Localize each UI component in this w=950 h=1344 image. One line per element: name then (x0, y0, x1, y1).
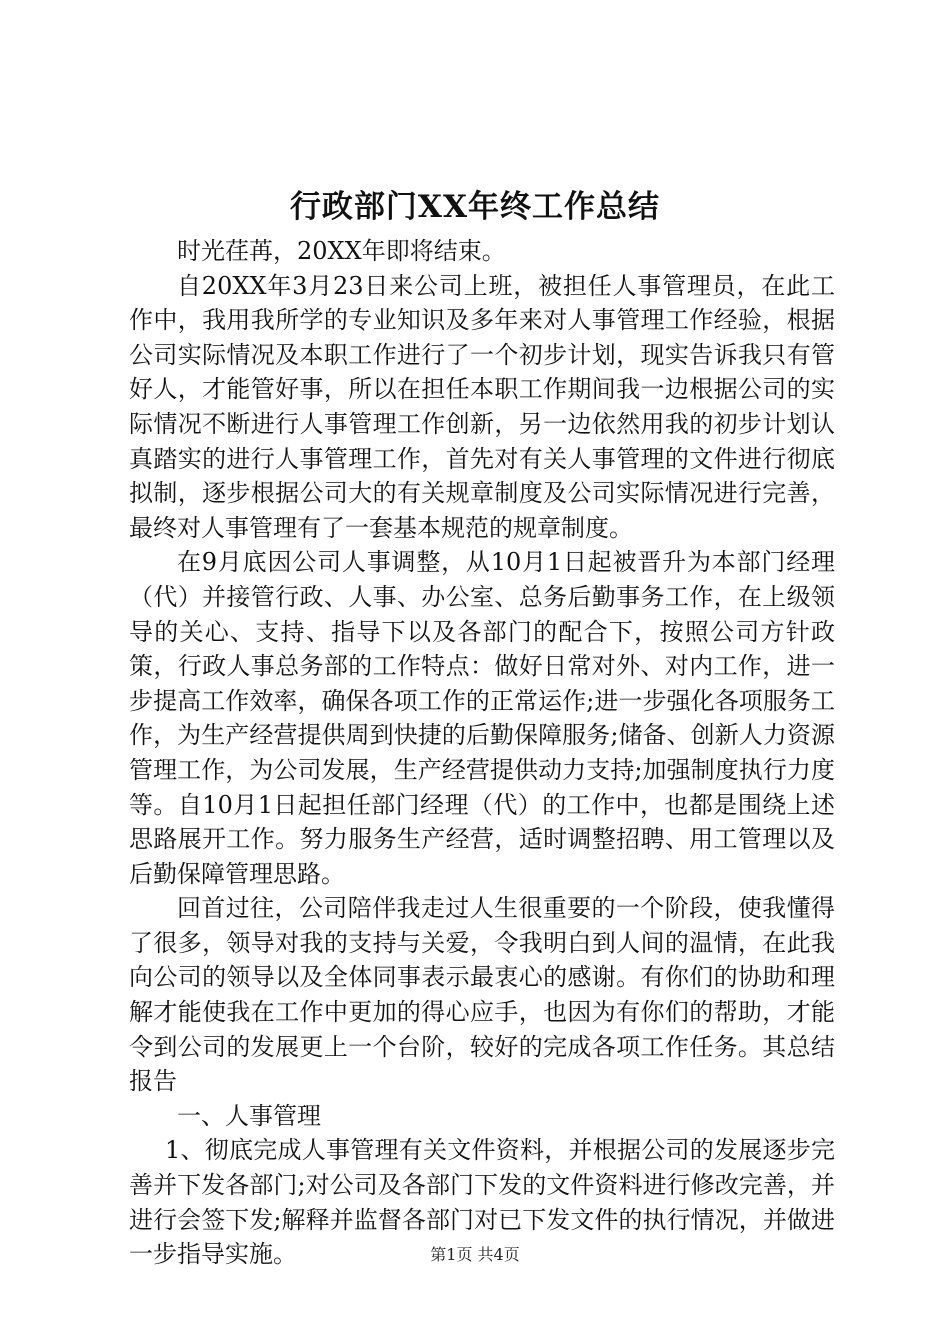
list-item-1: 1、彻底完成人事管理有关文件资料，并根据公司的发展逐步完善并下发各部门;对公司及各部门下发的文件资料进行修改完善，并进行会签下发;解释并监督各部门对已下发文件的执行情况，并做进一步指导实施。 (129, 1136, 835, 1269)
page-footer: 第1页 共4页 (430, 1245, 520, 1264)
paragraph-intro: 时光荏苒，20XX年即将结束。 (177, 237, 506, 265)
section-heading-hr: 一、人事管理 (177, 1101, 321, 1130)
paragraph-promotion: 在9月底因公司人事调整，从10月1日起被晋升为本部门经理（代）并接管行政、人事、办公室、总务后勤事务工作，在上级领导的关心、支持、指导下以及各部门的配合下，按照公司方针政策，行政人事总务部的工作特点：做好日常对外、对内工作，进一步提高工作效率，确保各项工作的正常运作;进一步强化各项服务工作，为生产经营提供周到快捷的后勤保障服务;储备、创新人力资源管理工作，为公司发展，生产经营提供动力支持;加强制度执行力度等。自10月1日起担任部门经理（代）的工作中，也都是围绕上述思路展开工作。努力服务生产经营，适时调整招聘、用工管理以及后勤保障管理思路。 (129, 548, 835, 888)
paragraph-gratitude: 回首过往，公司陪伴我走过人生很重要的一个阶段，使我懂得了很多，领导对我的支持与关爱，令我明白到人间的温情，在此我向公司的领导以及全体同事表示最衷心的感谢。有你们的协助和理解才能使我在工作中更加的得心应手，也因为有你们的帮助，才能令到公司的发展更上一个台阶，较好的完成各项工作任务。其总结报告 (129, 894, 835, 1096)
document-title: 行政部门XX年终工作总结 (289, 189, 661, 225)
paragraph-hr-start: 自20XX年3月23日来公司上班，被担任人事管理员，在此工作中，我用我所学的专业知识及多年来对人事管理工作经验，根据公司实际情况及本职工作进行了一个初步计划，现实告诉我只有管好人，才能管好事，所以在担任本职工作期间我一边根据公司的实际情况不断进行人事管理工作创新，另一边依然用我的初步计划认真踏实的进行人事管理工作，首先对有关人事管理的文件进行彻底拟制，逐步根据公司大的有关规章制度及公司实际情况进行完善，最终对人事管理有了一套基本规范的规章制度。 (129, 271, 835, 542)
document-body (129, 234, 835, 1272)
